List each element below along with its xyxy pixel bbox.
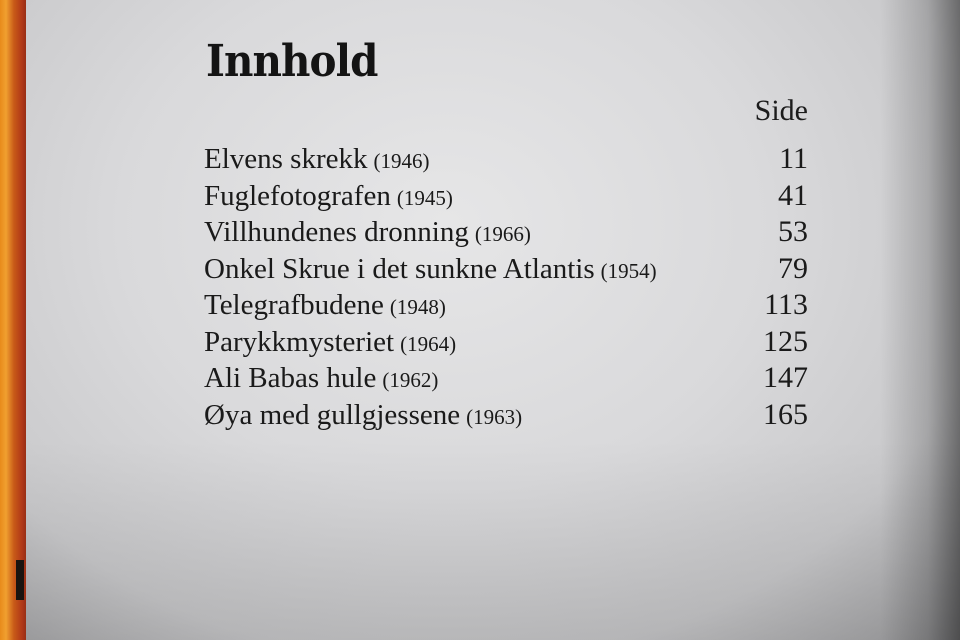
toc-entry [204,215,808,252]
toc-entry-page: 147 [763,361,808,394]
toc-entry [204,361,808,398]
toc-entry-text [204,253,657,286]
toc-entry-text [204,289,446,322]
toc-entry-text [204,143,430,176]
toc-entry-text [204,326,456,359]
toc-entry-page: 53 [778,215,808,248]
toc-entry [204,142,808,179]
toc-entry-page: 165 [763,397,808,431]
toc-entry [204,398,808,435]
toc-entry-year: (1964) [400,331,457,356]
toc-entry-title: Øya med gullgjessene [204,398,461,431]
toc-entry-title: Telegrafbudene [204,289,384,321]
table-of-contents [204,142,808,434]
toc-entry-title: Elvens skrekk [204,143,368,175]
toc-entry-title: Fuglefotografen [204,179,391,212]
toc-entry-page: 41 [778,178,808,212]
toc-entry-year: (1963) [466,404,523,429]
toc-entry-page: 79 [778,251,808,285]
toc-entry-year: (1948) [389,295,446,319]
toc-entry-year: (1954) [600,258,657,283]
page-title: Innhold [206,36,378,87]
toc-entry-year: (1946) [373,149,430,173]
page-column-header: Side [754,94,808,127]
toc-entry-text [204,180,453,213]
toc-entry-text [204,362,438,395]
toc-entry-page: 125 [763,324,808,358]
toc-entry [204,252,808,289]
toc-entry [204,325,808,362]
toc-entry-year: (1966) [474,222,531,246]
toc-entry-title: Parykkmysteriet [204,325,395,358]
toc-entry-page: 113 [764,288,808,321]
toc-entry-page: 11 [779,142,808,175]
toc-entry-text [204,216,531,249]
toc-entry [204,288,808,325]
toc-entry-year: (1945) [396,185,453,210]
toc-entry-title: Villhundenes dronning [204,216,469,248]
toc-entry-year: (1962) [382,368,439,392]
cover-edge-detail [16,560,24,600]
book-page [26,0,960,640]
toc-entry-title: Onkel Skrue i det sunkne Atlantis [204,252,595,285]
toc-entry-text [204,399,522,432]
toc-entry [204,179,808,216]
toc-entry-title: Ali Babas hule [204,362,377,394]
